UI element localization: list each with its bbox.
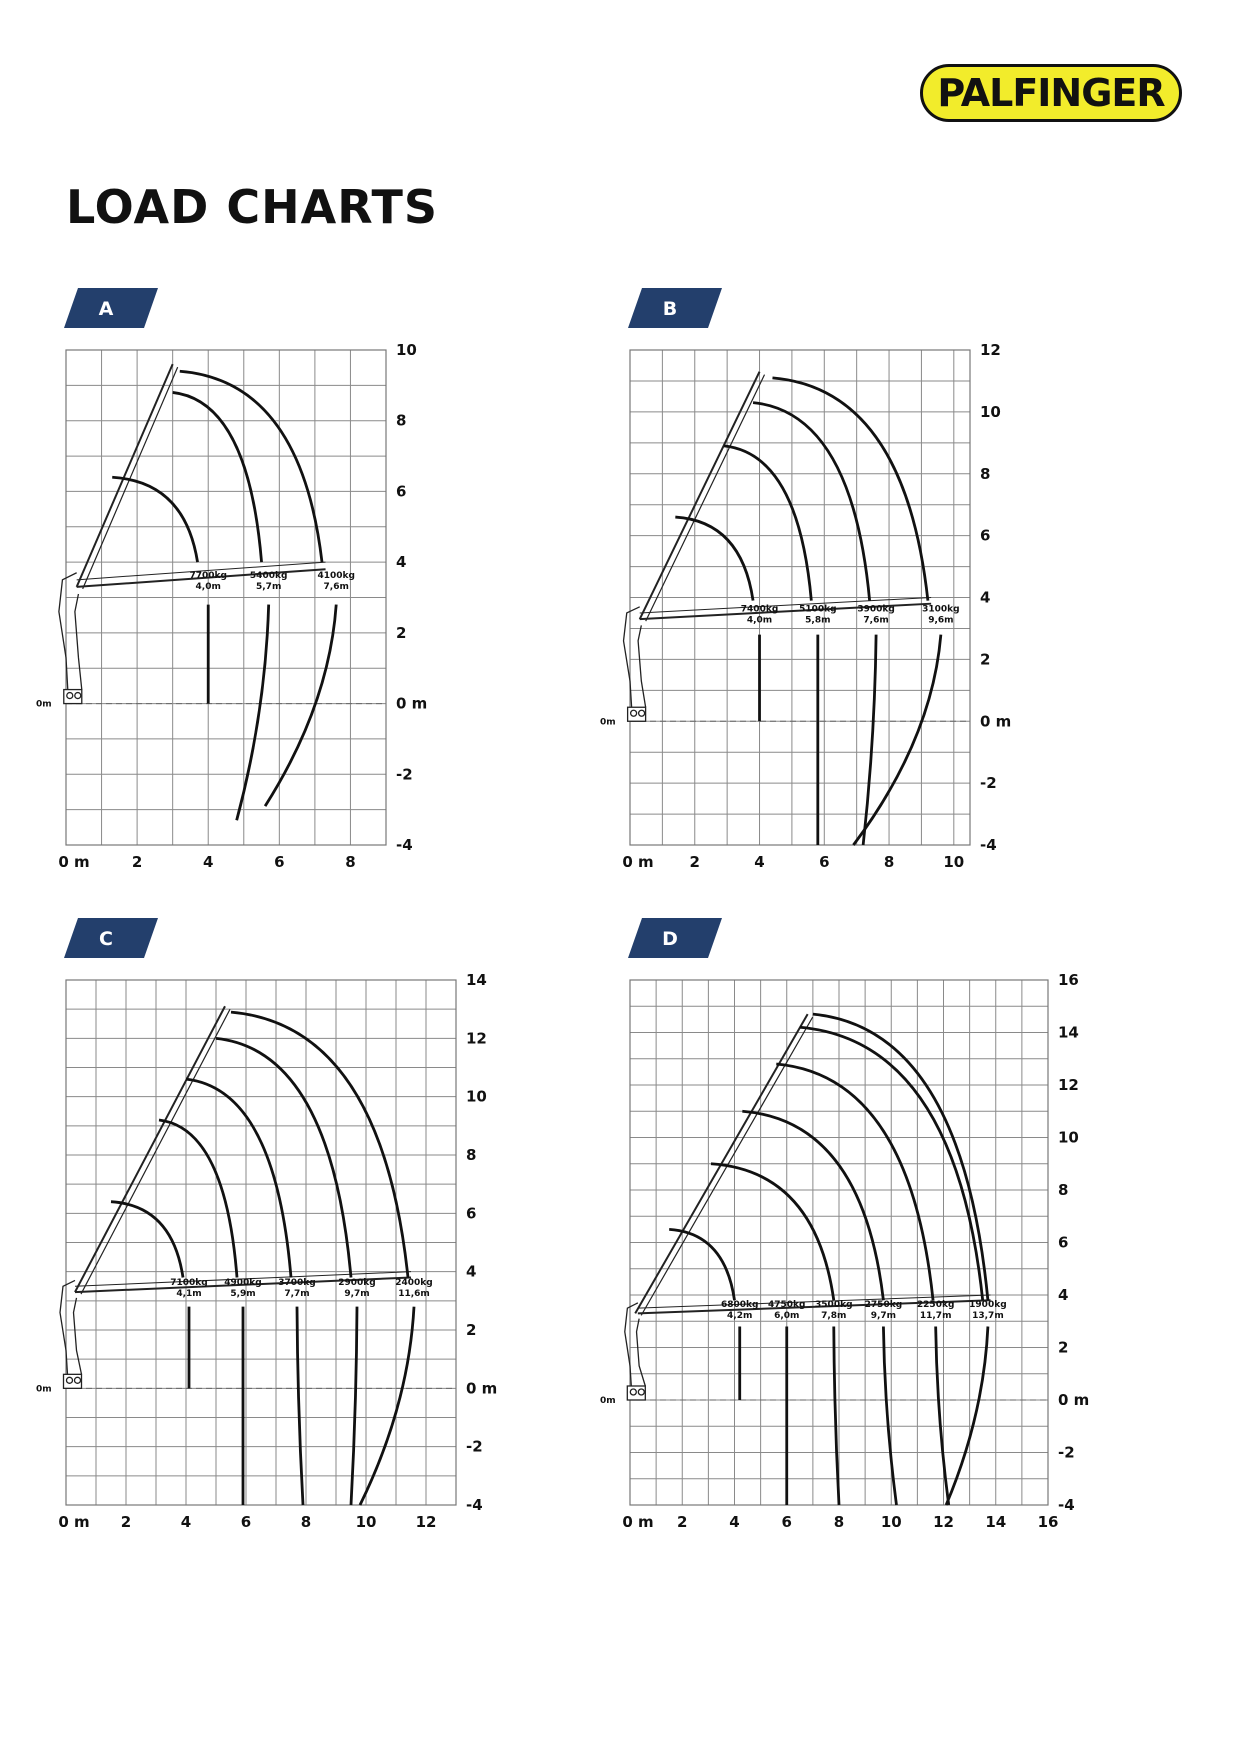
logo-text: PALFINGER: [937, 71, 1165, 115]
page-title: LOAD CHARTS: [66, 180, 439, 234]
crane-wheel: [638, 1389, 644, 1395]
origin-label: 0m: [600, 717, 616, 728]
crane-wheel: [631, 710, 637, 716]
load-envelope-curve: [711, 1164, 834, 1505]
load-weight-label: 2400kg: [395, 1277, 433, 1288]
y-tick-label: -2: [1058, 1443, 1075, 1462]
chart-canvas: [600, 298, 1030, 885]
y-tick-label: -2: [396, 765, 413, 784]
x-tick-label: 6: [240, 1513, 252, 1531]
load-arc-lower: [351, 1307, 357, 1505]
crane-drawing: [60, 1280, 82, 1388]
load-arc-lower: [883, 1327, 896, 1506]
x-tick-label: 8: [300, 1513, 312, 1531]
badge-label: B: [662, 298, 678, 320]
load-arc-upper: [180, 371, 322, 562]
y-tick-label: 6: [396, 482, 407, 501]
load-reach-label: 4,0m: [195, 582, 221, 593]
palfinger-logo: [920, 64, 1182, 122]
origin-label: 0m: [600, 1396, 616, 1406]
y-tick-label: 4: [466, 1262, 477, 1281]
x-tick-label: 6: [819, 853, 830, 871]
load-arc-lower: [265, 605, 336, 807]
load-arc-upper: [776, 1064, 933, 1300]
x-tick-label: 0 m: [58, 1513, 90, 1531]
load-arc-upper: [753, 403, 870, 601]
load-envelope-curve: [724, 446, 837, 845]
y-tick-label: 12: [1058, 1076, 1079, 1094]
load-reach-label: 9,6m: [928, 615, 954, 626]
crane-column: [59, 573, 77, 690]
load-weight-label: 7100kg: [170, 1277, 208, 1288]
y-tick-label: -2: [980, 774, 997, 793]
crane-wheel: [75, 1377, 81, 1383]
x-tick-label: 2: [131, 853, 143, 871]
crane-drawing: [59, 573, 82, 704]
chart-canvas: [36, 298, 446, 885]
y-tick-label: 4: [1058, 1286, 1069, 1304]
y-tick-label: -4: [466, 1496, 483, 1514]
crane-column: [75, 594, 82, 690]
x-tick-label: 0 m: [58, 853, 90, 871]
y-tick-label: -2: [466, 1437, 483, 1456]
load-arc-lower: [946, 1327, 988, 1506]
load-envelope-curve: [173, 392, 288, 820]
y-tick-label: 16: [1058, 971, 1079, 989]
load-chart-a: [36, 298, 446, 885]
y-tick-label: -4: [1058, 1496, 1075, 1514]
load-arc-upper: [724, 446, 811, 601]
load-reach-label: 11,6m: [398, 1288, 430, 1299]
load-weight-label: 5400kg: [249, 571, 288, 582]
crane-column: [74, 1298, 82, 1374]
load-reach-label: 6,0m: [774, 1310, 800, 1321]
load-weight-label: 2750kg: [864, 1299, 903, 1310]
x-tick-label: 12: [933, 1513, 954, 1531]
origin-label: 0m: [36, 1384, 52, 1395]
x-tick-label: 4: [180, 1513, 192, 1531]
y-tick-label: 8: [980, 464, 991, 483]
x-tick-label: 10: [880, 1513, 902, 1531]
load-arc-upper: [216, 1038, 351, 1277]
y-tick-label: 6: [466, 1204, 477, 1223]
load-reach-label: 4,0m: [746, 615, 773, 626]
chart-grid: [66, 980, 456, 1505]
load-reach-label: 11,7m: [919, 1310, 952, 1321]
load-weight-label: 4900kg: [224, 1277, 262, 1288]
raised-boom: [640, 372, 760, 620]
chart-grid: [66, 350, 386, 845]
load-arc-lower: [936, 1327, 949, 1506]
y-tick-label: 10: [1058, 1128, 1079, 1147]
x-tick-label: 6: [274, 853, 285, 871]
raised-boom: [77, 364, 173, 587]
load-reach-label: 7,6m: [863, 615, 889, 626]
chart-badge: [64, 288, 158, 328]
y-tick-label: 14: [466, 971, 487, 989]
x-tick-label: 10: [943, 853, 965, 871]
load-arc-upper: [159, 1120, 237, 1278]
crane-wheel: [639, 710, 645, 716]
y-tick-label: 8: [396, 411, 407, 430]
load-arc-upper: [669, 1229, 734, 1300]
load-chart-d: [600, 928, 1108, 1545]
x-tick-label: 2: [689, 853, 700, 871]
x-tick-label: 10: [355, 1513, 377, 1531]
load-envelope-curve: [112, 477, 227, 703]
x-tick-label: 4: [729, 1513, 740, 1531]
load-weight-label: 2900kg: [338, 1277, 376, 1288]
y-tick-label: 0 m: [396, 694, 428, 713]
chart-canvas: [600, 928, 1108, 1545]
load-weight-label: 4750kg: [768, 1299, 806, 1310]
load-arc-upper: [173, 392, 262, 562]
y-tick-label: 0 m: [1058, 1391, 1090, 1409]
y-tick-label: 8: [1058, 1181, 1069, 1199]
x-tick-label: 0 m: [622, 853, 654, 871]
y-tick-label: 2: [396, 623, 407, 642]
chart-badge: [628, 288, 722, 328]
x-tick-label: 4: [754, 853, 765, 871]
crane-wheel: [75, 693, 81, 699]
load-arc-upper: [675, 517, 753, 601]
load-weight-label: 4100kg: [317, 571, 355, 582]
x-tick-label: 2: [677, 1513, 688, 1531]
load-weight-label: 6800kg: [720, 1299, 759, 1310]
load-weight-label: 3900kg: [857, 604, 895, 615]
y-tick-label: 6: [980, 526, 991, 545]
load-arc-lower: [237, 605, 269, 821]
badge-label: C: [99, 928, 113, 950]
load-arc-upper: [186, 1079, 291, 1277]
y-tick-label: 8: [466, 1146, 477, 1164]
x-tick-label: 4: [203, 853, 214, 871]
chart-badge: [628, 918, 722, 958]
x-tick-label: 2: [120, 1513, 132, 1531]
crane-column: [60, 1280, 75, 1374]
x-tick-label: 16: [1037, 1513, 1059, 1531]
y-tick-label: -4: [396, 836, 413, 854]
chart-badge: [64, 918, 158, 958]
y-tick-label: 6: [1058, 1233, 1069, 1252]
x-tick-label: 8: [345, 853, 356, 871]
crane-column: [638, 625, 646, 707]
load-envelope-curve: [231, 1012, 433, 1505]
load-weight-label: 5100kg: [799, 604, 837, 615]
crane-wheel: [67, 1377, 73, 1383]
x-tick-label: 6: [781, 1513, 792, 1531]
chart-grid: [630, 980, 1048, 1505]
load-chart-c: [36, 928, 516, 1545]
load-arc-upper: [772, 378, 927, 601]
load-reach-label: 9,7m: [344, 1288, 370, 1299]
load-arc-lower: [360, 1307, 414, 1505]
load-reach-label: 7,7m: [284, 1288, 310, 1299]
badge-label: D: [662, 928, 678, 950]
y-tick-label: 0 m: [466, 1379, 498, 1398]
load-reach-label: 4,2m: [727, 1310, 753, 1321]
x-tick-label: 8: [833, 1513, 845, 1531]
y-tick-label: 10: [466, 1087, 487, 1106]
y-tick-label: 2: [466, 1321, 477, 1339]
y-tick-label: 4: [980, 588, 991, 607]
x-tick-label: 8: [883, 853, 895, 871]
y-tick-label: 2: [1058, 1338, 1069, 1357]
load-reach-label: 5,8m: [805, 615, 831, 626]
load-reach-label: 7,8m: [821, 1310, 847, 1321]
load-weight-label: 3700kg: [278, 1277, 316, 1288]
load-reach-label: 5,9m: [230, 1288, 256, 1299]
load-arc-lower: [834, 1327, 839, 1506]
load-reach-label: 4,1m: [176, 1288, 202, 1299]
load-reach-label: 5,7m: [256, 582, 282, 593]
y-tick-label: 12: [466, 1029, 487, 1048]
y-tick-label: 14: [1058, 1023, 1079, 1042]
y-tick-label: 10: [396, 341, 417, 359]
crane-wheel: [630, 1389, 636, 1395]
crane-drawing: [624, 607, 646, 721]
x-tick-label: 12: [415, 1513, 437, 1531]
crane-wheel: [67, 693, 73, 699]
load-weight-label: 3500kg: [815, 1299, 853, 1310]
crane-column: [637, 1319, 646, 1386]
raised-boom: [83, 367, 178, 589]
load-weight-label: 7400kg: [740, 604, 779, 615]
y-tick-label: 0 m: [980, 712, 1012, 731]
y-tick-label: 12: [980, 341, 1001, 359]
chart-canvas: [36, 928, 516, 1545]
load-weight-label: 3100kg: [922, 604, 960, 615]
load-weight-label: 7700kg: [189, 571, 227, 582]
y-tick-label: 2: [980, 650, 991, 669]
load-reach-label: 13,7m: [972, 1310, 1004, 1321]
x-tick-label: 0 m: [622, 1513, 654, 1531]
crane-drawing: [625, 1303, 646, 1400]
y-tick-label: -4: [980, 836, 997, 854]
load-reach-label: 7,6m: [323, 582, 349, 593]
y-tick-label: 10: [980, 402, 1001, 421]
load-weight-label: 1900kg: [969, 1299, 1007, 1310]
chart-grid: [630, 350, 970, 845]
load-reach-label: 9,7m: [870, 1310, 897, 1321]
load-weight-label: 2250kg: [916, 1299, 955, 1310]
x-tick-label: 14: [985, 1513, 1007, 1531]
origin-label: 0m: [36, 699, 52, 710]
y-tick-label: 4: [396, 553, 407, 572]
load-chart-b: [600, 298, 1030, 885]
badge-label: A: [98, 298, 114, 320]
crane-column: [624, 607, 640, 707]
load-arc-lower: [297, 1307, 303, 1505]
